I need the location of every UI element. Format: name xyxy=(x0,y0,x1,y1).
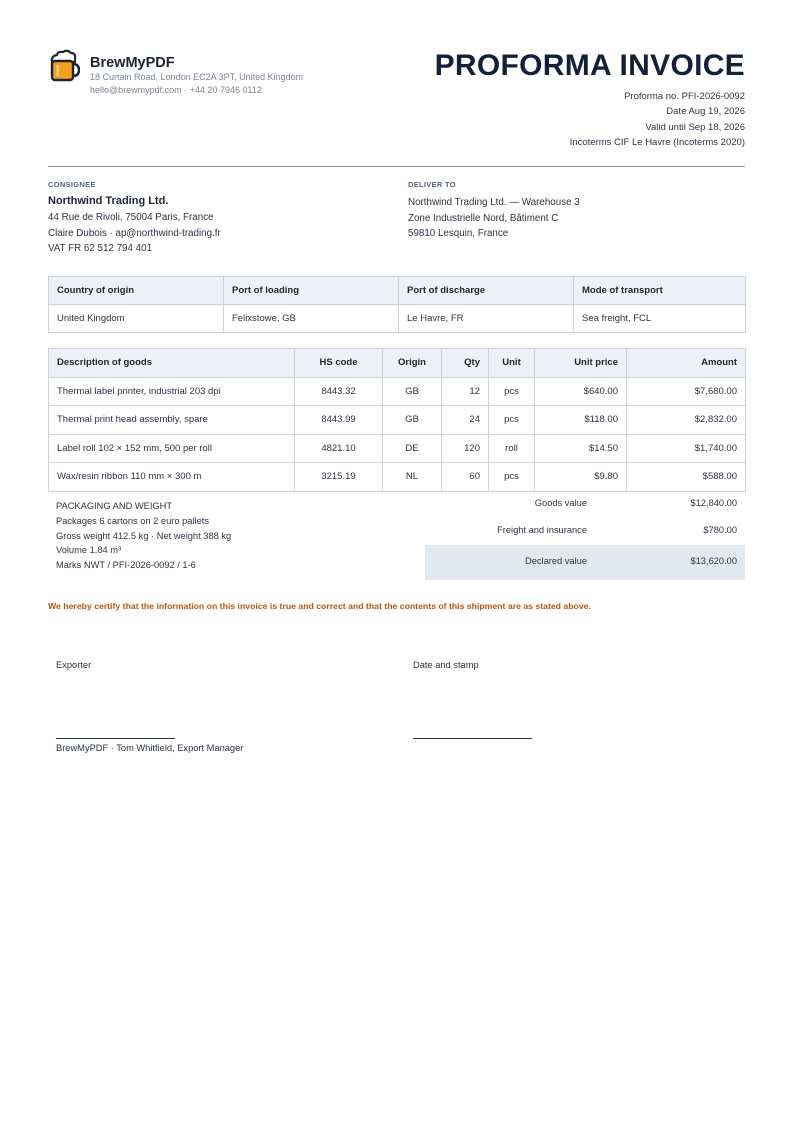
consignee-label: CONSIGNEE xyxy=(48,180,96,189)
invoice-header xyxy=(48,48,745,148)
unit-price-cell: $118.00 xyxy=(535,406,627,435)
unit-price-cell: $14.50 xyxy=(535,434,627,463)
certification-statement: We hereby certify that the information on this invoice is true and correct and that the contents of this shipment are as stated above. xyxy=(48,601,591,611)
goods-header: HS code xyxy=(295,349,383,378)
shipping-cell: Sea freight, FCL xyxy=(574,305,746,333)
goods-description-cell: Label roll 102 × 152 mm, 500 per roll xyxy=(49,434,295,463)
company-contact: hello@brewmypdf.com · +44 20 7946 0112 xyxy=(90,85,262,95)
goods-value-label: Goods value xyxy=(534,498,587,508)
freight-amount: $780.00 xyxy=(703,525,737,535)
header-divider xyxy=(48,166,745,167)
incoterms: Incoterms CIF Le Havre (Incoterms 2020) xyxy=(569,136,745,148)
packaging-line: Packages 6 cartons on 2 euro pallets xyxy=(56,515,209,526)
valid-until: Valid until Sep 18, 2026 xyxy=(645,121,745,133)
beer-mug-icon xyxy=(48,48,80,84)
unit-cell: pcs xyxy=(489,406,535,435)
unit-cell: pcs xyxy=(489,377,535,406)
goods-description-cell: Thermal label printer, industrial 203 dpi xyxy=(49,377,295,406)
declared-value-row xyxy=(425,545,745,580)
document-meta xyxy=(435,48,745,150)
goods-table xyxy=(48,348,746,492)
goods-row xyxy=(49,406,746,435)
exporter-name: BrewMyPDF · Tom Whitfield, Export Manager xyxy=(56,743,244,753)
goods-header: Description of goods xyxy=(49,349,295,378)
company-block xyxy=(48,48,303,97)
quantity-cell: 24 xyxy=(442,406,489,435)
consignee-block xyxy=(48,180,221,257)
goods-header: Origin xyxy=(383,349,442,378)
amount-cell: $7,680.00 xyxy=(627,377,746,406)
deliver-to-line: Northwind Trading Ltd. — Warehouse 3 xyxy=(408,197,580,208)
hs-code-cell: 8443.32 xyxy=(295,377,383,406)
packaging-line: Marks NWT / PFI-2026-0092 / 1-6 xyxy=(56,560,196,571)
hs-code-cell: 8443.99 xyxy=(295,406,383,435)
origin-cell: DE xyxy=(383,434,442,463)
shipping-header: Mode of transport xyxy=(574,277,746,305)
exporter-label: Exporter xyxy=(56,660,92,670)
quantity-cell: 12 xyxy=(442,377,489,406)
stamp-signature-line xyxy=(413,738,532,739)
goods-row xyxy=(49,434,746,463)
packaging-heading: PACKAGING AND WEIGHT xyxy=(56,501,173,511)
unit-cell: roll xyxy=(489,434,535,463)
packaging-line: Gross weight 412.5 kg · Net weight 388 kg xyxy=(56,530,232,541)
goods-header: Unit xyxy=(489,349,535,378)
document-title: PROFORMA INVOICE xyxy=(434,49,745,82)
goods-header: Amount xyxy=(627,349,746,378)
goods-value-amount: $12,840.00 xyxy=(690,498,737,508)
company-address: 18 Curtain Road, London EC2A 3PT, United Kingdom xyxy=(90,72,304,82)
invoice-date: Date Aug 19, 2026 xyxy=(666,106,745,118)
date-stamp-label: Date and stamp xyxy=(413,660,479,670)
freight-label: Freight and insurance xyxy=(497,525,587,535)
goods-description-cell: Wax/resin ribbon 110 mm × 300 m xyxy=(49,463,295,492)
goods-description-cell: Thermal print head assembly, spare xyxy=(49,406,295,435)
consignee-line: VAT FR 62 512 794 401 xyxy=(48,243,153,254)
quantity-cell: 60 xyxy=(442,463,489,492)
declared-value-label: Declared value xyxy=(524,556,587,566)
shipping-header: Country of origin xyxy=(49,277,224,305)
shipping-cell: Le Havre, FR xyxy=(399,305,574,333)
amount-cell: $588.00 xyxy=(627,463,746,492)
freight-row xyxy=(425,518,745,545)
goods-header: Unit price xyxy=(535,349,627,378)
hs-code-cell: 4821.10 xyxy=(295,434,383,463)
goods-row xyxy=(49,377,746,406)
consignee-line: 44 Rue de Rivoli, 75004 Paris, France xyxy=(48,212,214,223)
goods-header: Qty xyxy=(442,349,489,378)
proforma-number: Proforma no. PFI-2026-0092 xyxy=(624,91,745,102)
origin-cell: NL xyxy=(383,463,442,492)
origin-cell: GB xyxy=(383,377,442,406)
shipping-header: Port of discharge xyxy=(399,277,574,305)
shipping-table xyxy=(48,276,746,333)
deliver-to-block xyxy=(408,180,580,242)
declared-value-amount: $13,620.00 xyxy=(690,556,737,566)
consignee-name: Northwind Trading Ltd. xyxy=(48,195,169,207)
deliver-to-label: DELIVER TO xyxy=(408,180,456,189)
amount-cell: $2,832.00 xyxy=(627,406,746,435)
amount-cell: $1,740.00 xyxy=(627,434,746,463)
exporter-signature-line xyxy=(56,738,175,739)
shipping-cell: Felixstowe, GB xyxy=(224,305,399,333)
goods-row xyxy=(49,463,746,492)
unit-cell: pcs xyxy=(489,463,535,492)
unit-price-cell: $9.80 xyxy=(535,463,627,492)
origin-cell: GB xyxy=(383,406,442,435)
deliver-to-line: Zone Industrielle Nord, Bâtiment C xyxy=(408,212,559,224)
parties-section xyxy=(48,180,745,270)
shipping-cell: United Kingdom xyxy=(49,305,224,333)
company-name: BrewMyPDF xyxy=(90,55,175,71)
goods-value-row xyxy=(425,491,745,518)
quantity-cell: 120 xyxy=(442,434,489,463)
deliver-to-line: 59810 Lesquin, France xyxy=(408,228,509,239)
hs-code-cell: 3215.19 xyxy=(295,463,383,492)
totals-block xyxy=(425,491,745,580)
consignee-line: Claire Dubois · ap@northwind-trading.fr xyxy=(48,227,221,239)
shipping-header: Port of loading xyxy=(224,277,399,305)
packaging-block xyxy=(56,499,231,573)
unit-price-cell: $640.00 xyxy=(535,377,627,406)
packaging-line: Volume 1.84 m³ xyxy=(56,545,122,556)
